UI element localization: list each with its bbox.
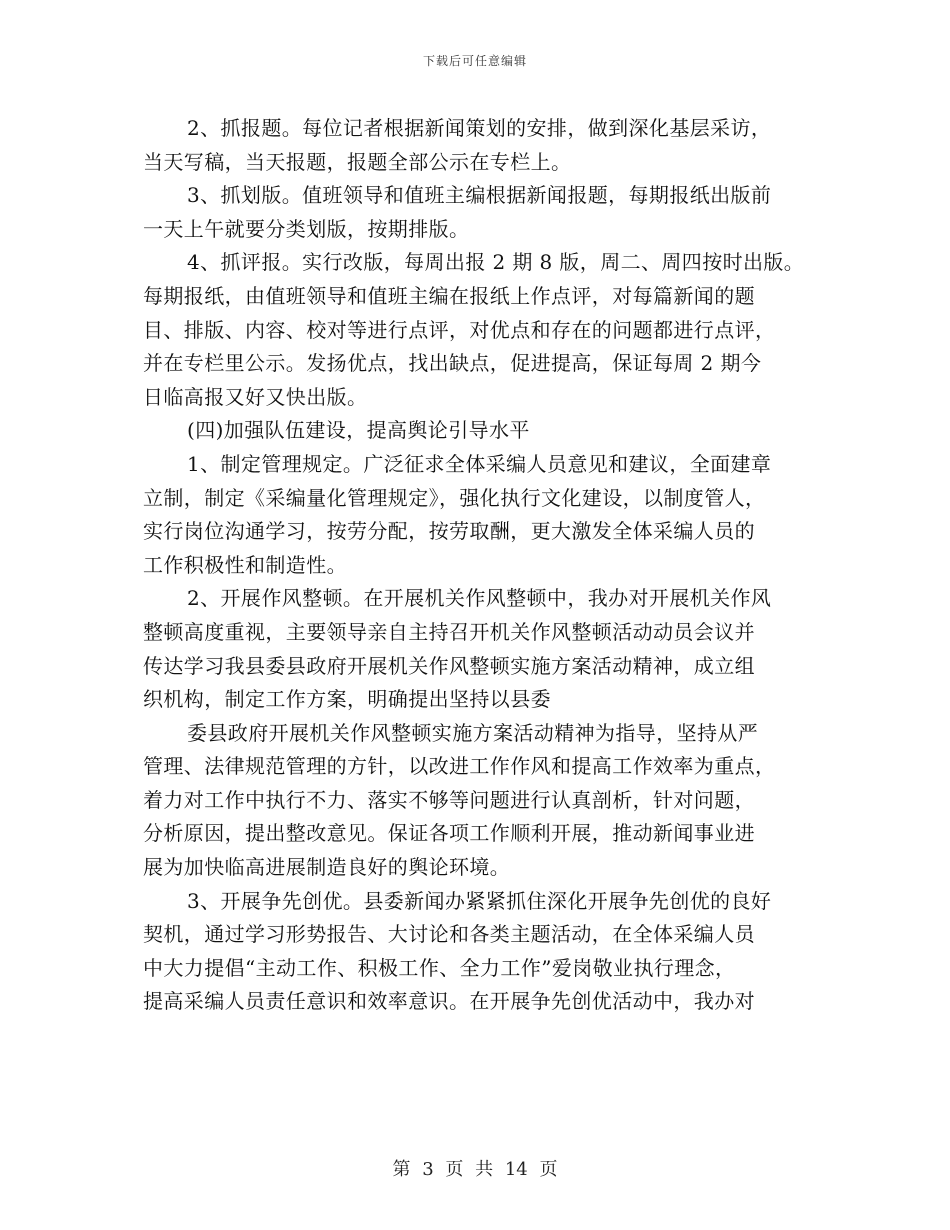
text-line: 2、开展作风整顿。在开展机关作风整顿中，我办对开展机关作风 xyxy=(187,586,772,611)
text-line: 展为加快临高进展制造良好的舆论环境。 xyxy=(143,855,511,880)
paragraph xyxy=(143,582,823,716)
page-header: 下载后可任意编辑 xyxy=(422,54,527,68)
text-line: 1、制定管理规定。广泛征求全体采编人员意见和建议，全面建章 xyxy=(187,451,772,476)
text-line: 日临高报又好又快出版。 xyxy=(143,384,368,409)
paragraph xyxy=(143,717,823,885)
text-line: 2、抓报题。每位记者根据新闻策划的安排，做到深化基层采访， xyxy=(187,116,772,140)
page-number: 第 3 页 共 14 页 xyxy=(392,1159,558,1180)
section-heading xyxy=(143,414,823,448)
text-line: 管理、法律规范管理的方针，以改进工作作风和提高工作效率为重点， xyxy=(143,754,776,779)
paragraph xyxy=(143,448,823,582)
text-line: 契机，通过学习形势报告、大讨论和各类主题活动，在全体采编人员 xyxy=(143,922,755,947)
paragraph xyxy=(143,246,823,414)
text-line: 每期报纸，由值班领导和值班主编在报纸上作点评，对每篇新闻的题 xyxy=(143,283,755,308)
text-line: 并在专栏里公示。发扬优点，找出缺点，促进提高，保证每周 2 期今 xyxy=(143,351,762,376)
text-line: 当天写稿，当天报题，报题全部公示在专栏上。 xyxy=(143,149,572,174)
text-line: 中大力提倡“主动工作、积极工作、全力工作”爱岗敬业执行理念， xyxy=(143,955,736,980)
text-line: 委县政府开展机关作风整顿实施方案活动精神为指导，坚持从严 xyxy=(187,720,759,745)
text-line: 一天上午就要分类划版，按期排版。 xyxy=(143,216,470,241)
text-line: 3、抓划版。值班领导和值班主编根据新闻报题，每期报纸出版前 xyxy=(187,183,772,208)
text-line: 整顿高度重视，主要领导亲自主持召开机关作风整顿活动动员会议并 xyxy=(143,619,755,644)
text-line: 4、抓评报。实行改版，每周出报 2 期 8 版，周二、周四按时出版。 xyxy=(187,250,805,275)
text-line: 工作积极性和制造性。 xyxy=(143,552,347,577)
paragraph xyxy=(143,179,823,246)
text-line: 分析原因，提出整改意见。保证各项工作顺利开展，推动新闻事业进 xyxy=(143,821,755,846)
text-line: 提高采编人员责任意识和效率意识。在开展争先创优活动中，我办对 xyxy=(143,989,755,1014)
paragraph xyxy=(143,885,823,1019)
text-line: (四)加强队伍建设，提高舆论引导水平 xyxy=(187,418,530,443)
text-line: 目、排版、内容、校对等进行点评，对优点和存在的问题都进行点评， xyxy=(143,317,776,342)
text-line: 织机构，制定工作方案，明确提出坚持以县委 xyxy=(143,687,551,712)
document-body xyxy=(143,112,823,1019)
text-line: 传达学习我县委县政府开展机关作风整顿实施方案活动精神，成立组 xyxy=(143,653,755,678)
text-line: 着力对工作中执行不力、落实不够等问题进行认真剖析，针对问题， xyxy=(143,787,755,812)
text-line: 3、开展争先创优。县委新闻办紧紧抓住深化开展争先创优的良好 xyxy=(187,888,772,913)
text-line: 实行岗位沟通学习，按劳分配，按劳取酬，更大激发全体采编人员的 xyxy=(143,519,755,544)
text-line: 立制，制定《采编量化管理规定》，强化执行文化建设，以制度管人， xyxy=(143,485,766,510)
paragraph xyxy=(143,112,823,179)
